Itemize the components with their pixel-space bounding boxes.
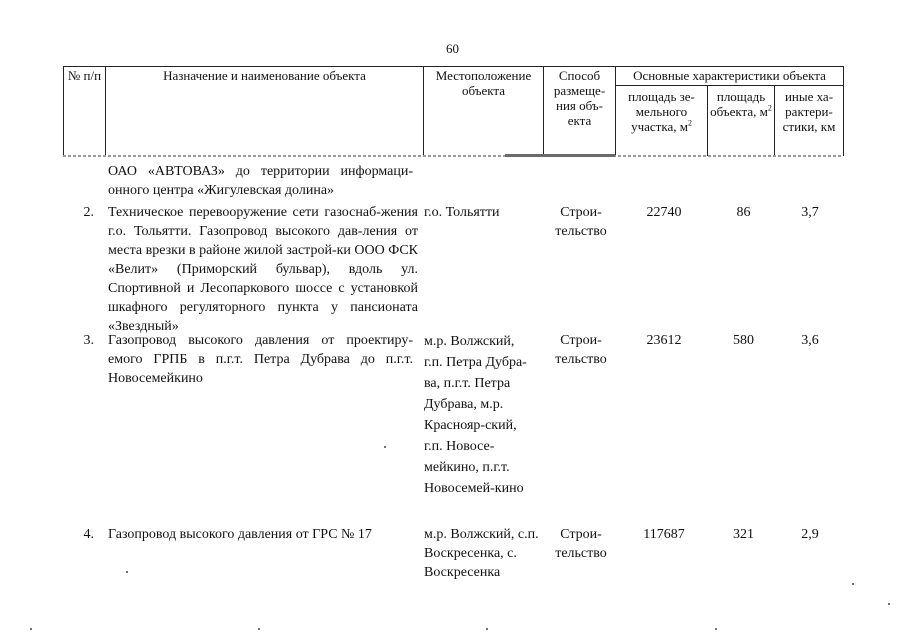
scan-speck: [384, 446, 386, 448]
row-land-area: 23612: [646, 333, 682, 348]
row-method: Строи-тельство: [555, 333, 607, 367]
header-land-area: площадь зе-мельного участка, $м^2$: [616, 86, 708, 156]
row-other: 3,7: [801, 205, 819, 220]
row-location: м.р. Волжский, г.п. Петра Дубра-ва, п.г.т. Петра Дубрава, м.р. Краснояр-ский, г.п. Новосе-мейкино, п.г.т. Новосемей-кино: [424, 334, 527, 496]
scan-speck: [126, 571, 128, 573]
scan-speck: [258, 628, 260, 630]
header-col-name: Назначение и наименование объекта: [106, 67, 424, 156]
header-other-characteristics: иные ха-рактери-стики, км: [775, 86, 844, 156]
header-col-main-characteristics: Основные характеристики объекта: [616, 67, 844, 86]
row-number: 4.: [83, 527, 94, 542]
row-object-name: Техническое перевооружение сети газоснаб-жения г.о. Тольятти. Газопровод высокого дав-ления от места врезки в районе жилой застрой-ки ООО ФСК «Велит» (Приморский бульвар), вдоль ул. Спортивной и Лесопаркового шоссе с установкой шкафного регуляторного пункта у пансионата «Звездный»: [108, 205, 418, 334]
row-location: м.р. Волжский, с.п. Воскресенка, с. Воскресенка: [424, 527, 539, 580]
row-object-name: Газопровод высокого давления от ГРС № 17: [108, 527, 372, 542]
continued-row-text: ОАО «АВТОВАЗ» до территории информаци-онного центра «Жигулевская долина»: [108, 164, 413, 198]
row-number: 2.: [83, 205, 94, 220]
row-method: Строи-тельство: [555, 205, 607, 239]
row-object-name: Газопровод высокого давления от проектиру-емого ГРПБ в п.г.т. Петра Дубрава до п.г.т. Новосемейкино: [108, 333, 413, 386]
table-header: [63, 66, 844, 156]
row-object-area: 86: [736, 205, 751, 220]
header-col-method: Способ размеще-ния объ-екта: [544, 67, 616, 156]
row-land-area: 22740: [646, 205, 682, 220]
row-other: 3,6: [801, 333, 819, 348]
header-object-area: площадь объекта, $м^2$: [708, 86, 775, 156]
scan-speck: [30, 628, 32, 630]
row-method: Строи-тельство: [555, 527, 607, 561]
row-land-area: 117687: [643, 527, 685, 542]
header-separator-dark: [505, 154, 615, 157]
row-location: г.о. Тольятти: [424, 205, 500, 220]
scan-speck: [888, 603, 890, 605]
row-object-area: 321: [733, 527, 754, 542]
header-col-num: № п/п: [64, 67, 106, 156]
scan-speck: [852, 583, 854, 585]
page-number: 60: [446, 41, 459, 56]
row-object-area: 580: [733, 333, 754, 348]
row-number: 3.: [83, 333, 94, 348]
header-col-location: Местоположение объекта: [424, 67, 544, 156]
header-separator: [63, 155, 843, 157]
scan-speck: [486, 628, 488, 630]
row-other: 2,9: [801, 527, 819, 542]
scan-speck: [715, 628, 717, 630]
